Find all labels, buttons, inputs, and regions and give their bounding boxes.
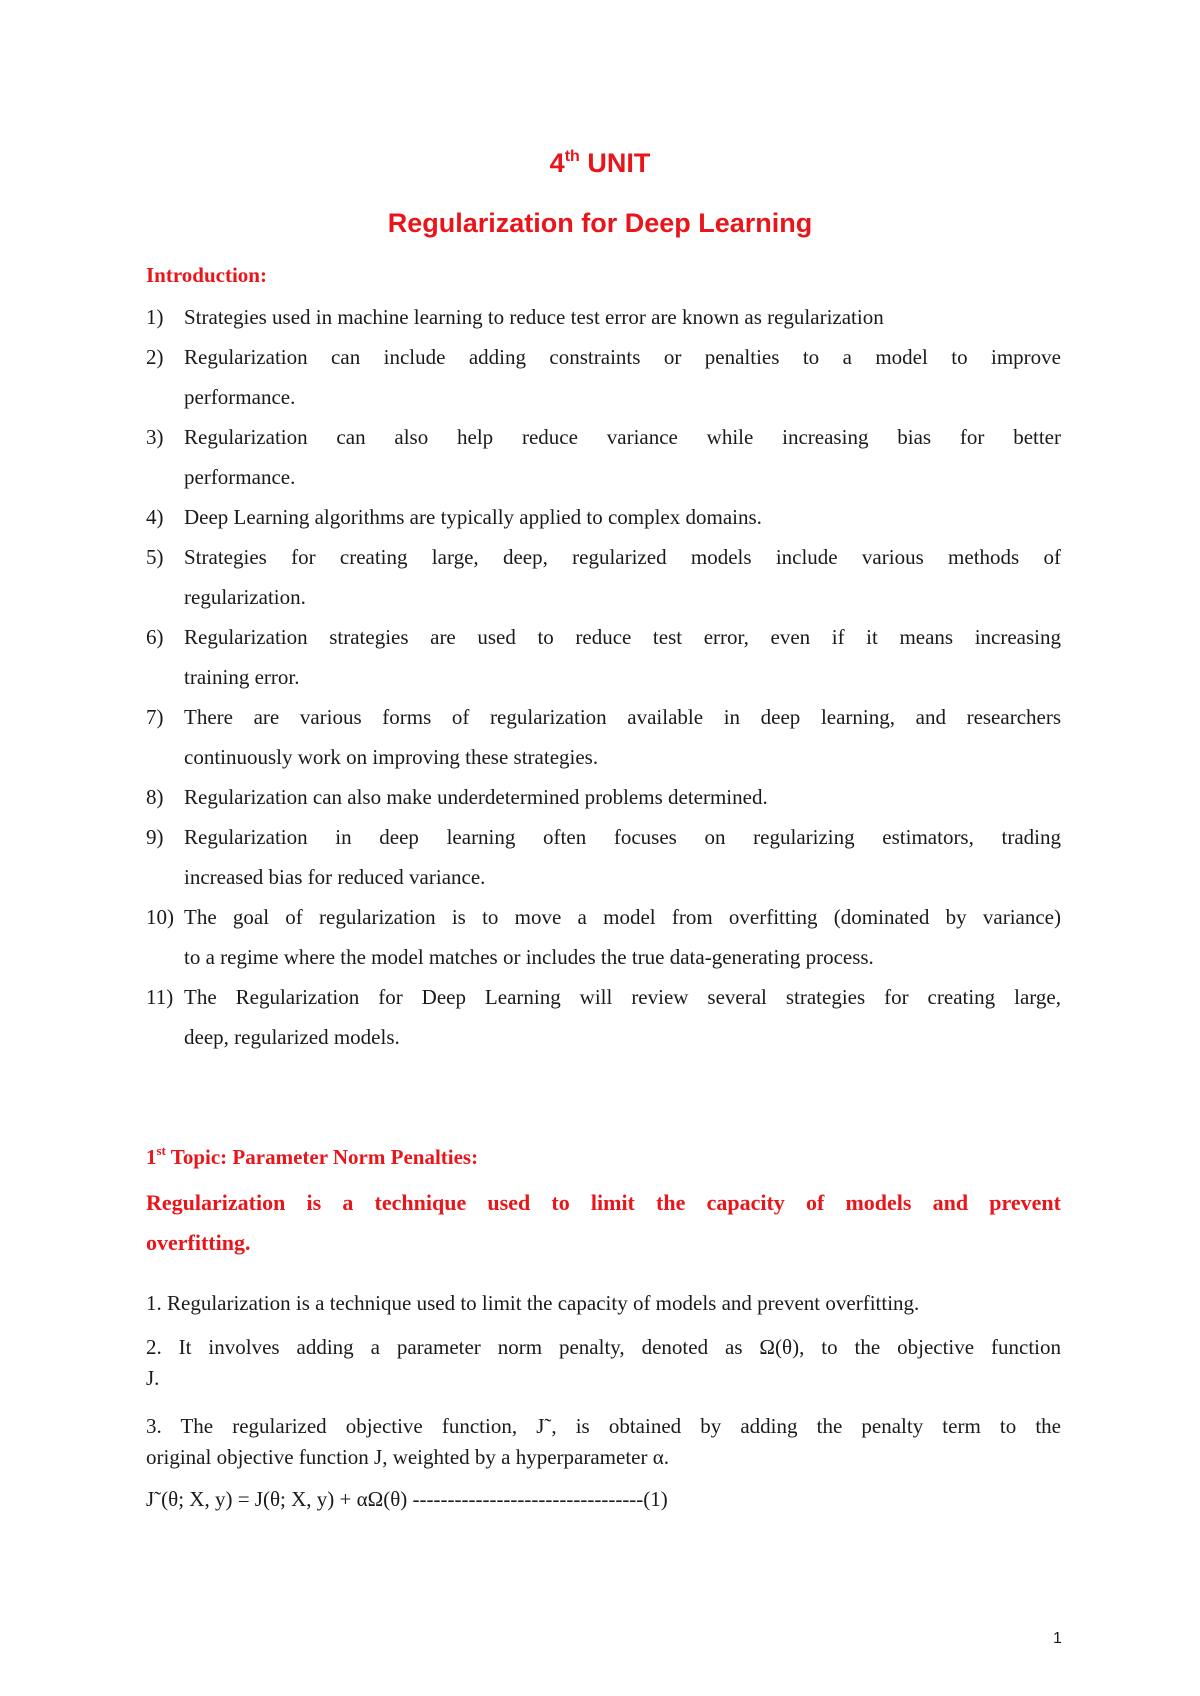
list-item-line-1: Regularization can include adding constraints or penalties to a model to improve [184,345,1061,369]
list-item-number: 2) [146,345,164,369]
list-item-line-2: performance. [184,465,296,489]
list-item [146,537,1061,617]
list-item [146,977,1061,1057]
point-2-line-2: J. [146,1366,160,1390]
list-item-line-1: Strategies for creating large, deep, regularized models include various methods of [184,545,1061,569]
point-2-line-1: 2. It involves adding a parameter norm penalty, denoted as Ω(θ), to the objective function [146,1335,1061,1359]
subject-title: Regularization for Deep Learning [387,208,813,238]
topic-ordinal-suffix: st [156,1143,166,1158]
list-item-line-1: There are various forms of regularization available in deep learning, and researchers [184,705,1061,729]
list-item [146,417,1061,497]
list-item-number: 1) [146,305,164,329]
list-item [146,337,1061,417]
page-number: 1 [1053,1630,1062,1647]
list-item [146,617,1061,697]
list-item-line-1: Regularization can also make underdetermined problems determined. [184,785,768,809]
introduction-list [146,297,1061,1057]
point-3 [146,1411,1061,1473]
list-item [146,497,1061,537]
introduction-label: Introduction: [146,263,267,287]
highlight-definition [146,1183,1061,1263]
list-item-line-2: training error. [184,665,300,689]
list-item-line-1: Regularization can also help reduce variance while increasing bias for better [184,425,1061,449]
list-item [146,297,1061,337]
list-item-number: 3) [146,425,164,449]
highlight-line-1: Regularization is a technique used to limit the capacity of models and prevent [146,1190,1061,1215]
topic-heading [146,1145,478,1170]
list-item-line-1: Deep Learning algorithms are typically applied to complex domains. [184,505,762,529]
list-item-line-2: increased bias for reduced variance. [184,865,486,889]
unit-number: 4 [549,148,565,178]
point-2 [146,1332,1061,1394]
list-item-line-1: The Regularization for Deep Learning will review several strategies for creating large, [184,985,1061,1009]
list-item [146,897,1061,977]
list-item-line-1: Strategies used in machine learning to reduce test error are known as regularization [184,305,884,329]
list-item-number: 7) [146,705,164,729]
list-item [146,697,1061,777]
list-item-number: 10) [146,905,174,929]
unit-title [0,146,1200,180]
list-item-number: 11) [146,985,174,1009]
list-item-number: 9) [146,825,164,849]
topic-number: 1 [146,1145,157,1169]
list-item-line-2: deep, regularized models. [184,1025,400,1049]
list-item-number: 8) [146,785,164,809]
unit-word: UNIT [587,148,651,178]
list-item-line-2: to a regime where the model matches or includes the true data-generating process. [184,945,874,969]
list-item-number: 5) [146,545,164,569]
point-1: 1. Regularization is a technique used to limit the capacity of models and prevent overfitting. [146,1291,920,1315]
list-item [146,817,1061,897]
unit-ordinal-suffix: th [564,148,580,165]
list-item-line-1: The goal of regularization is to move a model from overfitting (dominated by variance) [184,905,1061,929]
highlight-line-2: overfitting. [146,1230,251,1255]
list-item-number: 6) [146,625,164,649]
list-item-line-2: performance. [184,385,296,409]
equation-1: J˜(θ; X, y) = J(θ; X, y) + αΩ(θ) ---------------------------------(1) [146,1487,668,1511]
list-item-line-2: regularization. [184,585,306,609]
list-item-line-1: Regularization strategies are used to reduce test error, even if it means increasing [184,625,1061,649]
list-item-number: 4) [146,505,164,529]
list-item [146,777,1061,817]
topic-title: Topic: Parameter Norm Penalties: [170,1145,479,1169]
list-item-line-1: Regularization in deep learning often focuses on regularizing estimators, trading [184,825,1061,849]
list-item-line-2: continuously work on improving these strategies. [184,745,599,769]
point-3-line-2: original objective function J, weighted by a hyperparameter α. [146,1445,669,1469]
point-3-line-1: 3. The regularized objective function, J˜, is obtained by adding the penalty term to the [146,1414,1061,1438]
